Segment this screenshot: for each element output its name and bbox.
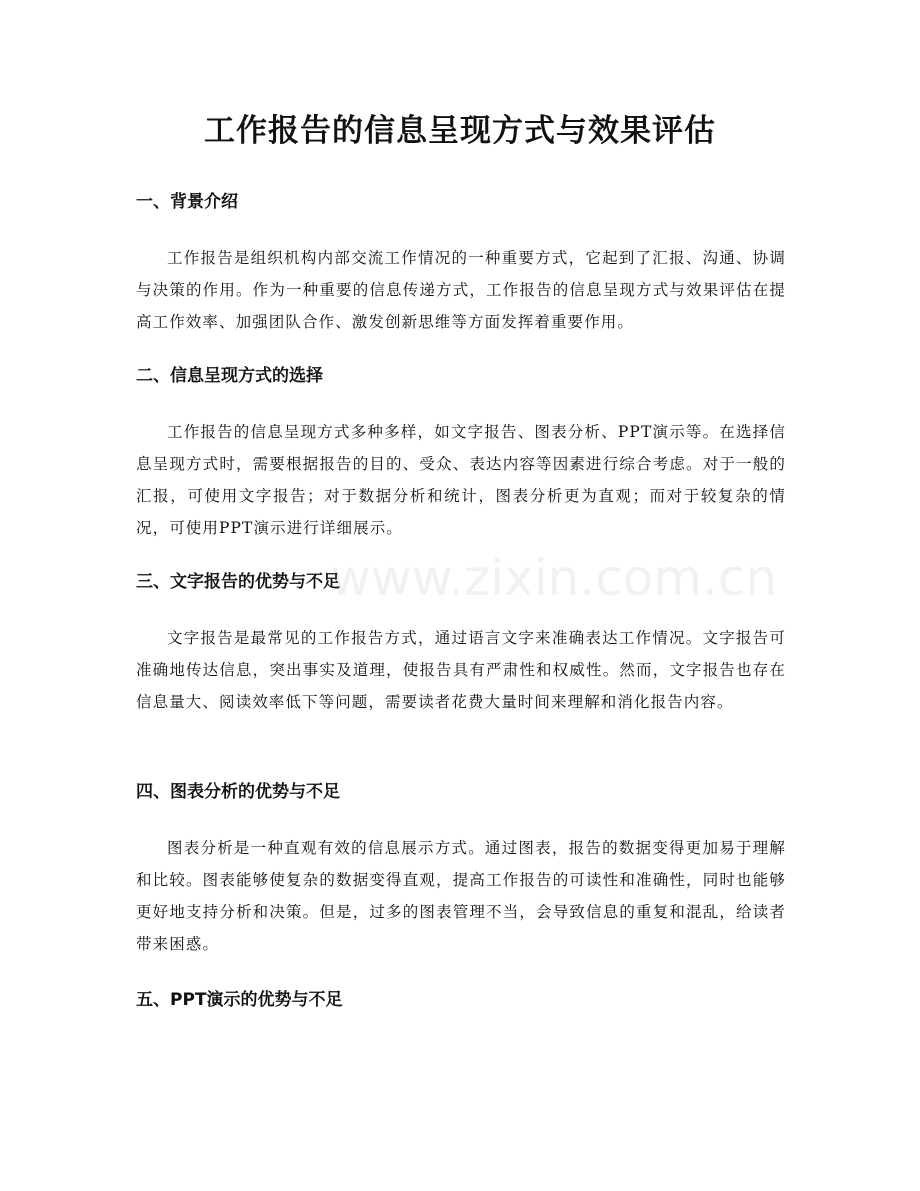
section-presentation-choice (136, 364, 786, 544)
section-text-report (136, 570, 786, 718)
section-heading: 一、背景介绍 (136, 192, 238, 212)
watermark: www.zixin.com.cn (330, 549, 778, 607)
section-paragraph: 图表分析是一种直观有效的信息展示方式。通过图表，报告的数据变得更加易于理解和比较。图表能够使复杂的数据变得直观，提高工作报告的可读性和准确性，同时也能够更好地支持分析和决策。但是，过多的图表管理不当，会导致信息的重复和混乱，给读者带来困惑。 (136, 839, 786, 953)
section-heading: 五、PPT演示的优势与不足 (136, 990, 343, 1010)
section-chart-analysis (136, 780, 786, 960)
section-heading: 二、信息呈现方式的选择 (136, 366, 323, 386)
section-paragraph: 工作报告的信息呈现方式多种多样，如文字报告、图表分析、PPT演示等。在选择信息呈现方式时，需要根据报告的目的、受众、表达内容等因素进行综合考虑。对于一般的汇报，可使用文字报告；对于数据分析和统计，图表分析更为直观；而对于较复杂的情况，可使用PPT演示进行详细展示。 (136, 423, 786, 537)
document-title: 工作报告的信息呈现方式与效果评估 (204, 113, 716, 149)
section-ppt-presentation (136, 988, 786, 1012)
section-heading: 四、图表分析的优势与不足 (136, 782, 340, 802)
section-heading: 三、文字报告的优势与不足 (136, 572, 340, 592)
section-paragraph: 文字报告是最常见的工作报告方式，通过语言文字来准确表达工作情况。文字报告可准确地传达信息，突出事实及道理，使报告具有严肃性和权威性。然而，文字报告也存在信息量大、阅读效率低下等问题，需要读者花费大量时间来理解和消化报告内容。 (136, 629, 786, 711)
section-paragraph: 工作报告是组织机构内部交流工作情况的一种重要方式，它起到了汇报、沟通、协调与决策的作用。作为一种重要的信息传递方式，工作报告的信息呈现方式与效果评估在提高工作效率、加强团队合作、激发创新思维等方面发挥着重要作用。 (136, 249, 786, 331)
section-background (136, 190, 786, 338)
